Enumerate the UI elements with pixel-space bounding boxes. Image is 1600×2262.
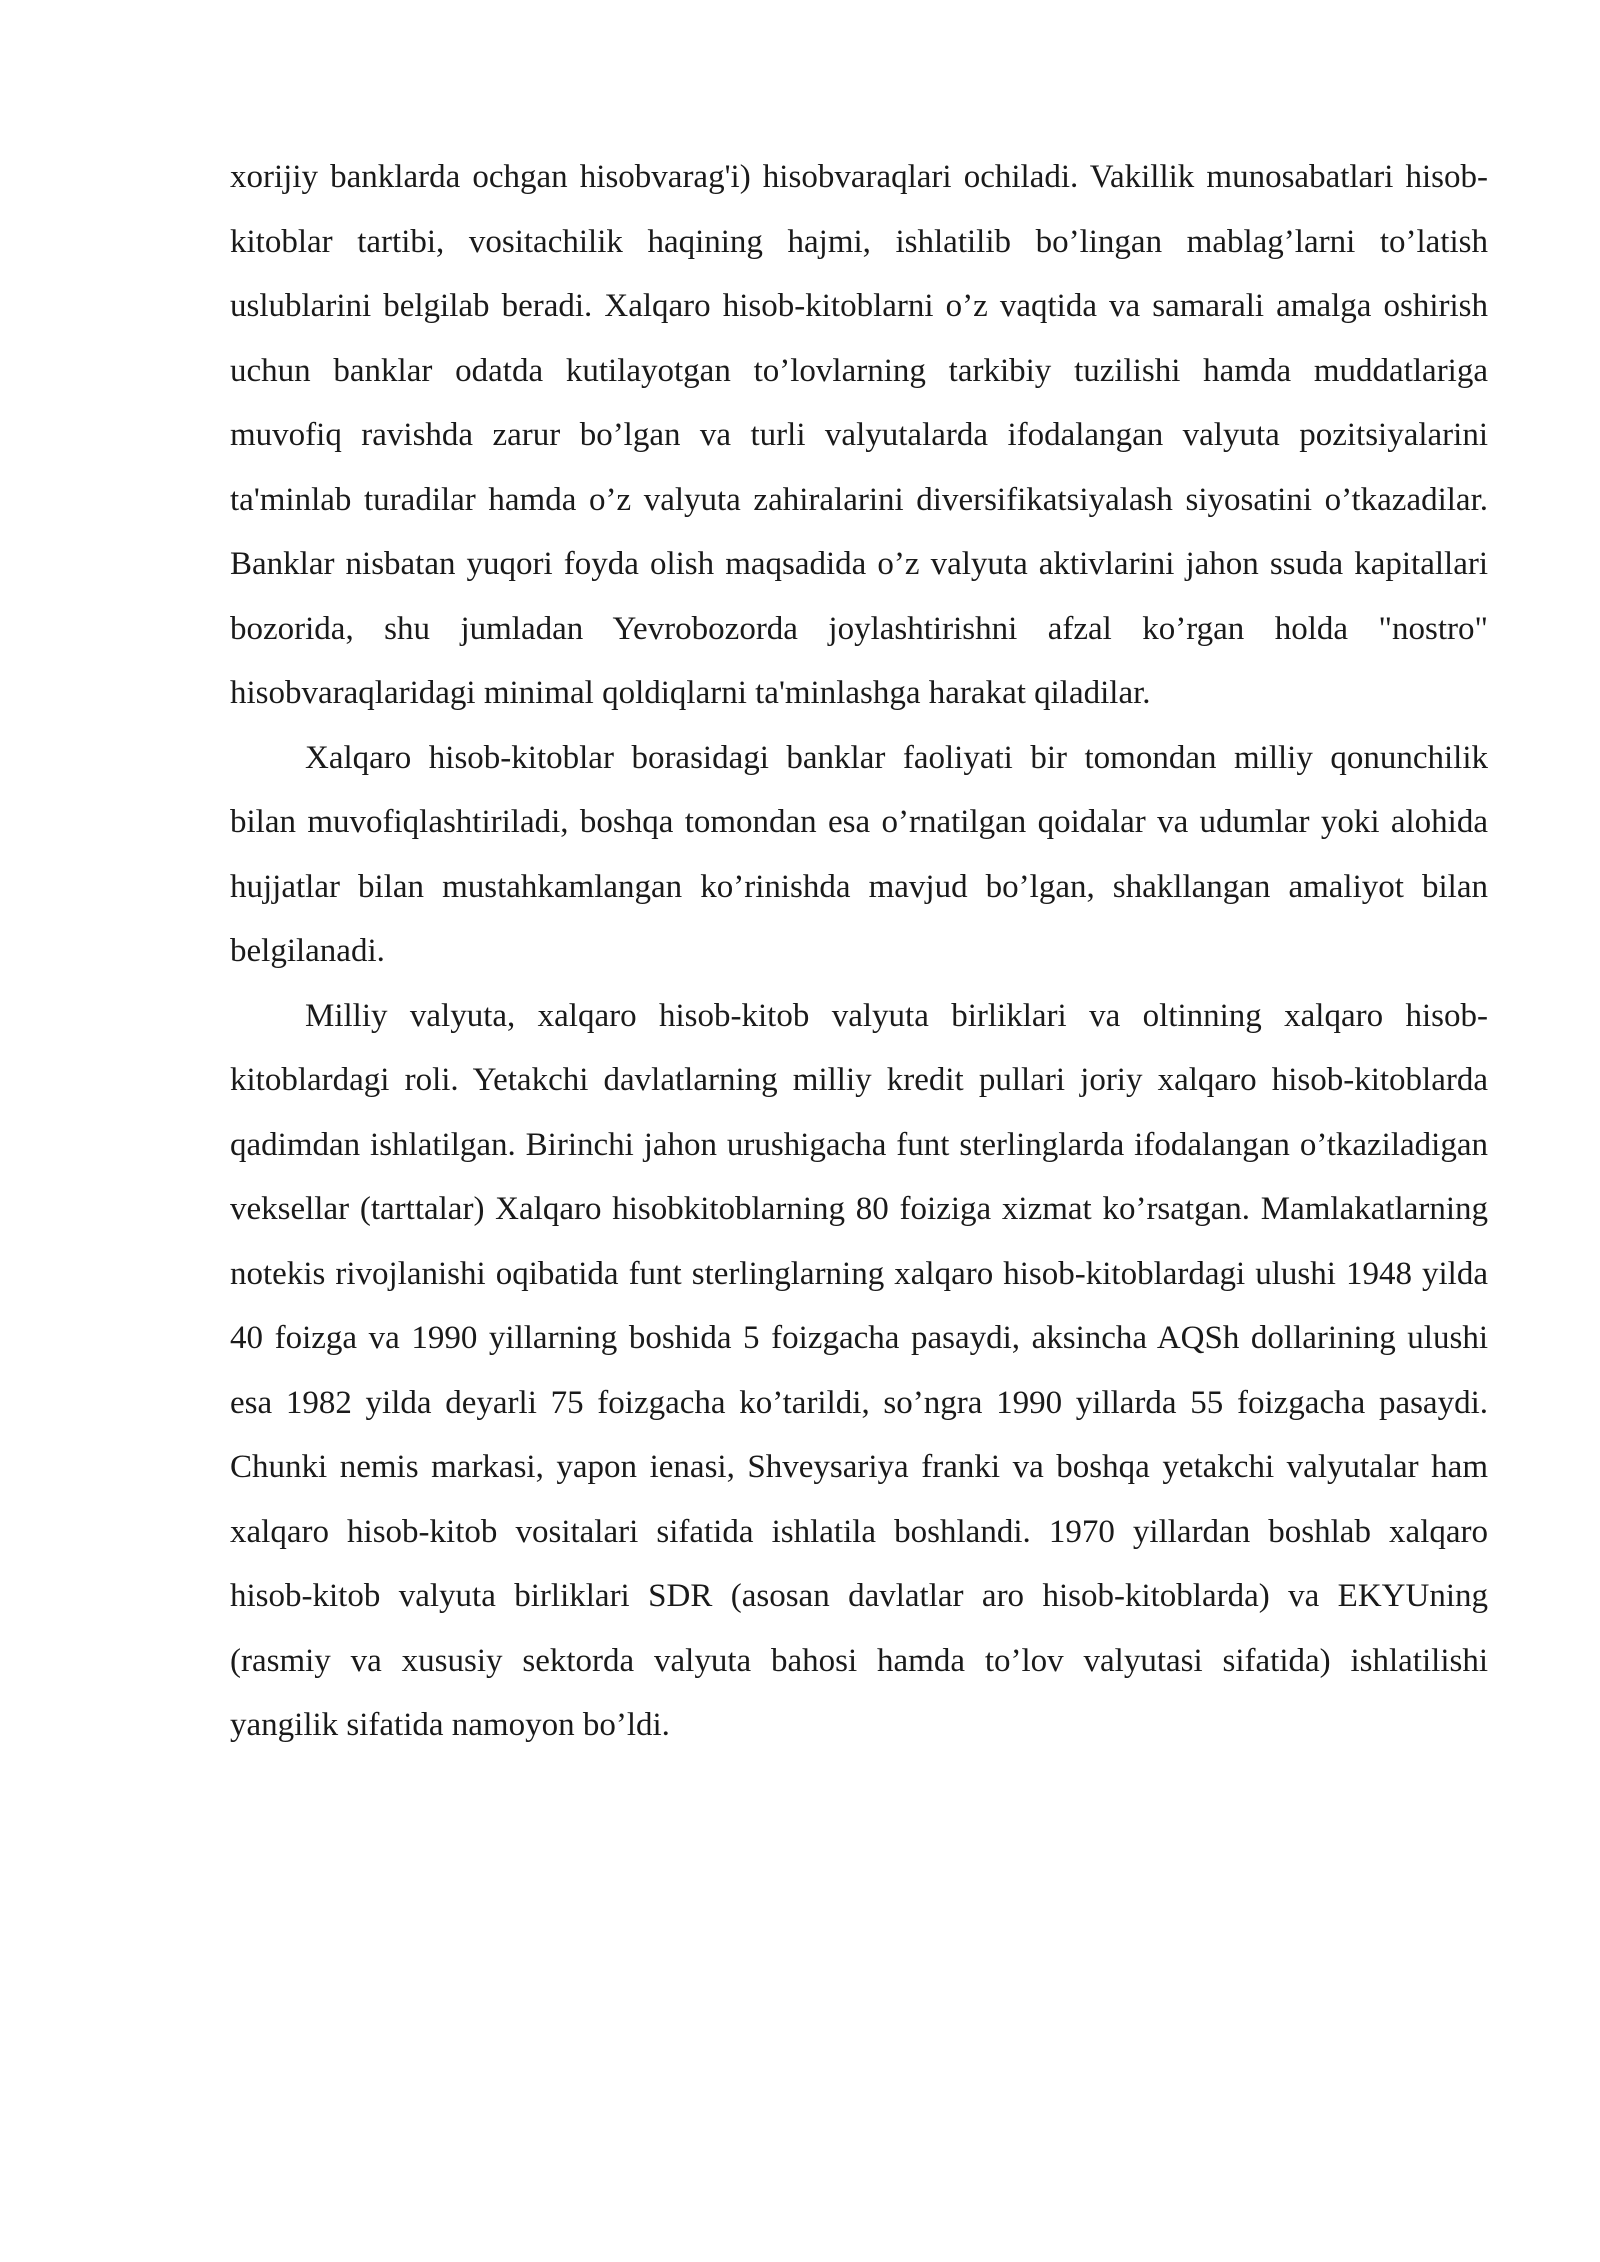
paragraph-continued: xorijiy banklarda ochgan hisobvarag'i) hisobvaraqlari ochiladi. Vakillik munosabatlari hisob-kitoblar tartibi, vositachilik haqining hajmi, ishlatilib bo’lingan mablag’larni to’latish uslublarini belgilab beradi. Xalqaro hisob-kitoblarni o’z vaqtida va samarali amalga oshirish uchun banklar odatda kutilayotgan to’lovlarning tarkibiy tuzilishi hamda muddatlariga muvofiq ravishda zarur bo’lgan va turli valyutalarda ifodalangan valyuta pozitsiyalarini ta'minlab turadilar hamda o’z valyuta zahiralarini diversifikatsiyalash siyosatini o’tkazadilar. Banklar nisbatan yuqori foyda olish maqsadida o’z valyuta aktivlarini jahon ssuda kapitallari bozorida, shu jumladan Yevrobozorda joylashtirishni afzal ko’rgan holda "nostro" hisobvaraqlaridagi minimal qoldiqlarni ta'minlashga harakat qiladilar. xyxy=(230,159,1488,711)
paragraph-currency-role: Milliy valyuta, xalqaro hisob-kitob valyuta birliklari va oltinning xalqaro hisob-kitoblardagi roli. Yetakchi davlatlarning milliy kredit pullari joriy xalqaro hisob-kitoblarda qadimdan ishlatilgan. Birinchi jahon urushigacha funt sterlinglarda ifodalangan o’tkaziladigan veksellar (tarttalar) Xalqaro hisobkitoblarning 80 foiziga xizmat ko’rsatgan. Mamlakatlarning notekis rivojlanishi oqibatida funt sterlinglarning xalqaro hisob-kitoblardagi ulushi 1948 yilda 40 foizga va 1990 yillarning boshida 5 foizgacha pasaydi, aksincha AQSh dollarining ulushi esa 1982 yilda deyarli 75 foizgacha ko’tarildi, so’ngra 1990 yillarda 55 foizgacha pasaydi. Chunki nemis markasi, yapon ienasi, Shveysariya franki va boshqa yetakchi valyutalar ham xalqaro hisob-kitob vositalari sifatida ishlatila boshlandi. 1970 yillardan boshlab xalqaro hisob-kitob valyuta birliklari SDR (asosan davlatlar aro hisob-kitoblarda) va EKYUning (rasmiy va xususiy sektorda valyuta bahosi hamda to’lov valyutasi sifatida) ishlatilishi yangilik sifatida namoyon bo’ldi. xyxy=(230,997,1488,1743)
paragraph-regulation: Xalqaro hisob-kitoblar borasidagi banklar faoliyati bir tomondan milliy qonunchilik bilan muvofiqlashtiriladi, boshqa tomondan esa o’rnatilgan qoidalar va udumlar yoki alohida hujjatlar bilan mustahkamlangan ko’rinishda mavjud bo’lgan, shakllangan amaliyot bilan belgilanadi. xyxy=(230,739,1488,969)
body-text xyxy=(230,145,1488,1758)
